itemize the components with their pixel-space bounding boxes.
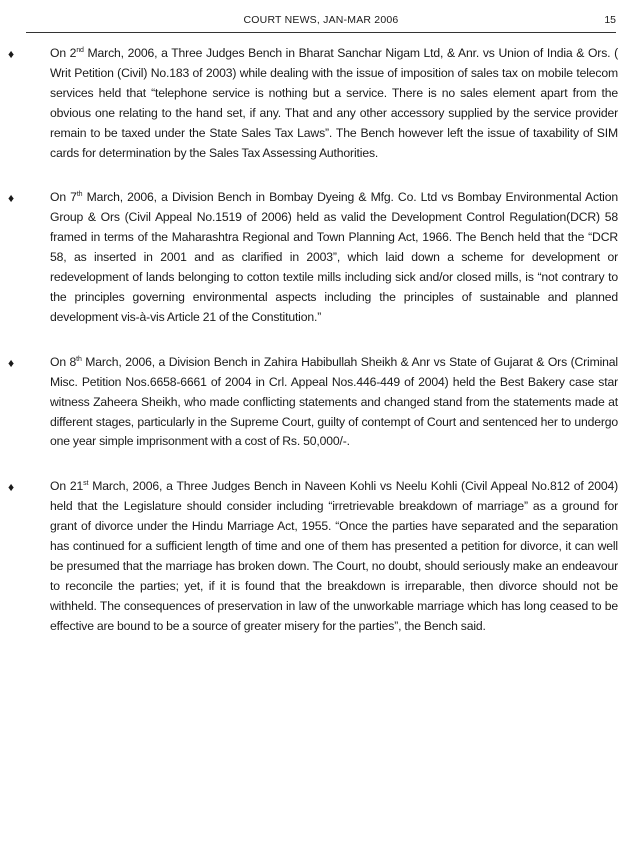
page-header	[26, 14, 616, 30]
news-entry	[8, 477, 618, 661]
news-entry-text	[50, 353, 618, 453]
news-entry-text	[50, 477, 618, 636]
entry-date-prefix: On 2	[50, 46, 77, 60]
news-entry	[8, 353, 618, 478]
diamond-bullet-icon: ♦	[8, 47, 15, 61]
entry-body: March, 2006, a Division Bench in Bombay Dyeing & Mfg. Co. Ltd vs Bombay Environmental Action Group & Ors (Civil Appeal No.1519 of 2006) held as valid the Development Control Regulation(DCR) 58 framed in terms of the Maharashtra Regional and Town Planning Act, 1966. The Bench held that the “DCR 58, as inserted in 2001 and as clarified in 2003”, which laid down a scheme for development or redevelopment of lands belonging to cotton textile mills including sick and/or closed mills, is “not contrary to the principles governing environmental aspects including the principles of sustainable and planned development vis-à-vis Article 21 of the Constitution.”	[50, 190, 618, 324]
diamond-bullet-icon: ♦	[8, 191, 15, 206]
header-divider	[26, 32, 616, 33]
page-number: 15	[604, 14, 616, 26]
entry-body: March, 2006, a Three Judges Bench in Bharat Sanchar Nigam Ltd, & Anr. vs Union of India & Ors. ( Writ Petition (Civil) No.183 of 2003) while dealing with the issue of imposition of sales tax on mobile telecom services held that “telephone service is nothing but a service. There is no sales element apart from the obvious one relating to the hand set, if any. That and any other accessory supplied by the service provider remain to be taxed under the State Sales Tax Laws”. The Bench however left the issue of taxability of SIM cards for determination by the Sales Tax Assessing Authorities.	[50, 46, 618, 160]
date-ordinal-suffix: th	[76, 355, 82, 363]
news-entry-list	[0, 44, 638, 662]
diamond-bullet-icon: ♦	[8, 480, 15, 495]
date-ordinal-suffix: nd	[76, 47, 84, 54]
entry-body: March, 2006, a Three Judges Bench in Naveen Kohli vs Neelu Kohli (Civil Appeal No.812 of 2004) held that the Legislature should consider including “irretrievable breakdown of marriage” as a ground for grant of divorce under the Hindu Marriage Act, 1955. “Once the parties have separated and the separation has continued for a sufficient length of time and one of them has presented a petition for divorce, it can well be presumed that the marriage has broken down. The Court, no doubt, should seriously make an endeavour to reconcile the parties; yet, if it is found that the breakdown is irreparable, then divorce should not be withheld. The consequences of preservation in law of the unworkable marriage which has long ceased to be effective are bound to be a source of greater misery for the parties”, the Bench said.	[50, 479, 618, 633]
entry-date-prefix: On 7	[50, 190, 77, 205]
date-ordinal-suffix: st	[83, 480, 89, 488]
news-entry-text	[50, 188, 618, 327]
entry-date-prefix: On 21	[50, 479, 84, 494]
news-entry	[8, 188, 618, 352]
running-header-title: COURT NEWS, JAN-MAR 2006	[243, 14, 399, 26]
news-entry-text	[50, 44, 618, 163]
news-entry	[8, 44, 618, 188]
entry-body: March, 2006, a Division Bench in Zahira Habibullah Sheikh & Anr vs State of Gujarat & Ors (Criminal Misc. Petition Nos.6658-6661 of 2004 in Crl. Appeal Nos.446-449 of 2004) held the Best Bakery case star witness Zaheera Sheikh, who made conflicting statements and changed stand from the statements made at different stages, particularly in the Supreme Court, guilty of contempt of Court and sentenced her to undergo one year simple imprisonment with a cost of Rs. 50,000/-.	[50, 354, 618, 449]
diamond-bullet-icon: ♦	[8, 355, 15, 370]
entry-date-prefix: On 8	[50, 354, 77, 369]
date-ordinal-suffix: th	[76, 191, 83, 199]
